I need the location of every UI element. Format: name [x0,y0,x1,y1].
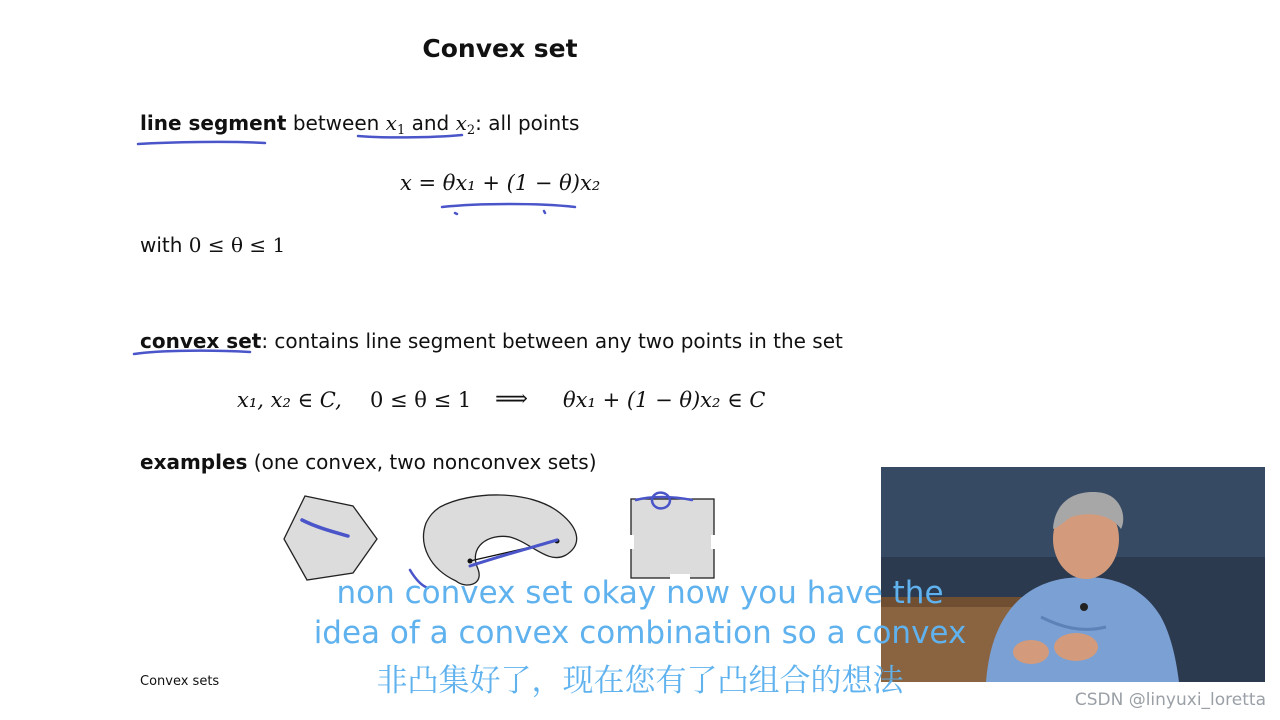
implies-symbol: ⟹ [495,386,528,412]
line-segment-formula: x = θx₁ + (1 − θ)x₂ [400,171,601,195]
convex-set-term: convex set [140,329,262,353]
convex-premise: x₁, x₂ ∈ C, [237,388,342,412]
subtitle-chinese-line: 非凸集好了，现在您有了凸组合的想法 [376,663,904,699]
examples-description: (one convex, two nonconvex sets) [247,450,597,474]
line-segment-term: line segment [140,111,287,135]
slide-footer: Convex sets [140,674,220,689]
theta-condition: 0 ≤ θ ≤ 1 [188,233,286,257]
x1-symbol: $x_1$ [385,111,406,138]
subtitle-english-line1: non convex set okay now you have the [336,575,944,611]
and-word: and [411,111,450,135]
all-points-text: : all points [475,111,580,135]
between-word: between [292,111,380,135]
convex-condition: 0 ≤ θ ≤ 1 [370,388,472,412]
with-word: with [140,233,183,257]
convex-conclusion: θx₁ + (1 − θ)x₂ ∈ C [563,388,766,412]
csdn-watermark: CSDN @linyuxi_loretta [1074,690,1266,710]
x2-symbol: $x_2$ [455,111,476,138]
slide-title: Convex set [422,34,578,63]
convex-set-description: : contains line segment between any two points in the set [261,329,843,353]
examples-term: examples [140,450,248,474]
subtitle-english-line2: idea of a convex combination so a convex [313,615,967,651]
